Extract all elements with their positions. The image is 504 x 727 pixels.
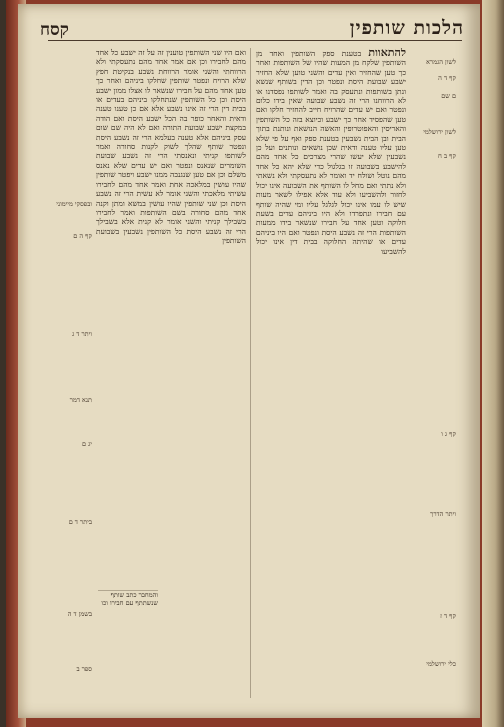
margin-note: קף ג ו — [441, 430, 456, 438]
margin-note: בשמן ד ה — [67, 610, 92, 618]
column-divider — [250, 48, 251, 698]
margin-note: קף ד ז — [440, 612, 456, 620]
right-text-column — [256, 48, 406, 698]
margin-note: ם שם — [441, 92, 456, 100]
margin-note: ובפסקי מיימוני — [56, 200, 92, 208]
page-fore-edge — [482, 0, 504, 727]
margin-note: כלי ירושלמי — [426, 660, 456, 668]
right-column-text: בטענת ספק השותפין ואחד מן השותפין שלקח מן המעות שהיו של השותפות ואחר כך טען שהחזיר ואין עדים והשני טוען שלא החזיר ישבע שבועת היסת ונפטר וכן הדין בשותף שנשא ונתן בשותפות ונתעסק בה ואמר לשותפו נפסדנו או לא הרווחנו הרי זה נשבע שבועה שאין בידו כלום ונפטר ואם יש עדים שהרויח חייב להחזיר חלקו ואם טען שהפסיד אחר כך ישבע וכיוצא בזה כל השותפין והאריסין והאפוטרופין והאשה הנושאת ונותנת בתוך הבית ובן הבית נשבעין בטענת ספק ואף על פי שלא טען עליו טענה ודאית שכן נושאים ונותנים ועל כן נשבעין שלא יעשו שהרי מצרכים כל אחד מהם להישבע בשבועה זו בגלגול כדי שלא יהא כל אחד מהם נוטל ושולח יד ואומר לא נתעסקתי ולא נשאתי ולא נתתי ואם מחל לו השותף את השבועה אינו יכול לחזור ולהשביעו ולא עוד אלא אפילו לשאר מעות שיש לו עמו אינו יכול לגלגל עליו ומי שהיה שותף עם חבירו ונתפרדו ולא היו ביניהם עדים בשעת חלוקה וטען אחד על חבירו שנשאר בידו ממעות השותפות הרי זה נשבע היסת ונפטר ואם היו ביניהם עדים או שהיתה החלוקה בבית דין אינו יכול להשביעו — [256, 49, 406, 256]
margin-note: קף ב ח — [438, 152, 456, 160]
page-header — [40, 10, 464, 40]
left-footnote: והמחבר כתב שותף שנשתתף עם חבירו וכו — [98, 590, 158, 651]
margin-note: תנא דמר — [69, 396, 92, 404]
header-rule — [48, 40, 462, 41]
left-column-text: ואם היו שני השותפין טוענין זה על זה ישבע כל אחד מהם לחבירו וכן אם אמר אחד מהם נתעסקתי ולא הרווחתי והשני אומר הרווחת נשבע בנקיטת חפץ שלא הרויח ונפטר שותפין שחלקו ביניהם ואחר כך טען אחד מהם על חבירו שנשאר לו אצלו ממון ישבע היסת וכן כל השותפין שנתחלקו ביניהם בעדים או בבית דין הרי זה אינו נשבע אלא אם כן טענו טענה ודאית והאחר כופר בה הכל ישבע היסת ואם הודה במקצת ישבע שבועת התורה ואם לא היה שם שום עסק ביניהם אלא טענה בעלמא הרי זה נשבע היסת ונפטר שותף שהלך לשוק לקנות סחורה ואמר לשותפו קניתי ונאנסתי הרי זה נשבע שבועת השומרים שנאנס ונפטר ואם יש עדים שלא נאנס משלם וכן אם טען שנגנבה ממנו ישבע ויפטר שותפין שהיו עושין במלאכה אחת ואמר אחד מהם לחבירו עשיתי מלאכתי והשני אומר לא עשית הרי זה נשבע היסת וכן שני שותפין שהיו עושין במשא ומתן וקנה אחד מהם סחורה בשם השותפות ואמר לחבירו בשבילך קניתי והשני אומר לא קנית אלא בשבילך הרי זה נשבע היסת כל השותפין נשבעין בשבועת השותפין — [96, 48, 246, 246]
margin-note: לשון ירושלמי — [423, 128, 456, 136]
opening-word: להתאוות — [368, 48, 406, 59]
margin-note: ספר ב — [76, 665, 92, 673]
margin-note: לשון הגמרא — [426, 58, 456, 66]
page-folio-number: קסח — [40, 20, 69, 40]
margin-note: ויתר הדרך — [430, 510, 456, 518]
page-running-title: הלכות שותפין — [349, 17, 464, 39]
margin-note: קף ד ה — [438, 74, 456, 82]
margin-note: קף ה ם — [73, 232, 92, 240]
margin-note: יג ם — [82, 440, 92, 448]
margin-note: ויתר ד ג — [72, 330, 92, 338]
margin-note: ביתר ד ם — [68, 518, 92, 526]
